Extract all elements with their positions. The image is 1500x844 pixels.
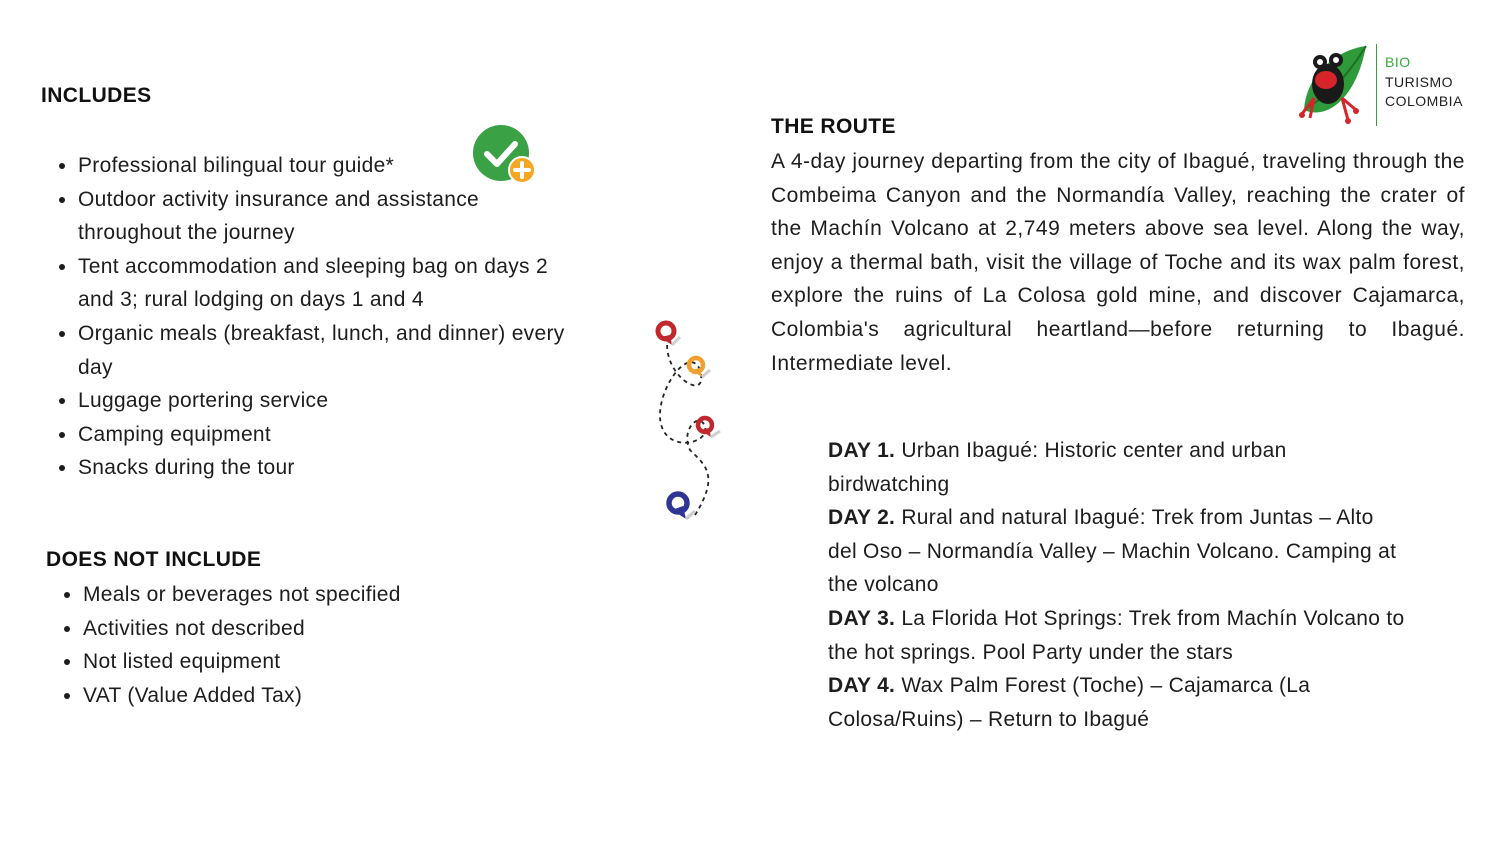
- day-label: DAY 4.: [828, 674, 896, 698]
- logo-divider: [1376, 44, 1377, 126]
- list-item: • Tent accommodation and sleeping bag on days 2 and 3; rural lodging on days 1 and 4: [78, 250, 548, 317]
- logo-line-turismo: TURISMO: [1385, 73, 1454, 90]
- day-item: [828, 501, 1408, 602]
- day-label: DAY 1.: [828, 439, 896, 462]
- excludes-list: [45, 578, 603, 712]
- pin-red-top: [658, 323, 680, 345]
- frog-logo-icon: [1296, 40, 1372, 128]
- list-item: • Outdoor activity insurance and assistance throughout the journey: [78, 183, 538, 250]
- brand-logo: [1296, 40, 1476, 130]
- list-item: • Organic meals (breakfast, lunch, and dinner) every day: [78, 317, 568, 384]
- route-heading: THE ROUTE: [771, 115, 896, 138]
- list-item: • Not listed equipment: [83, 645, 603, 679]
- day-label: DAY 3.: [828, 606, 896, 630]
- logo-wordmark: [1385, 53, 1463, 112]
- list-item: • Snacks during the tour: [78, 451, 638, 485]
- day-label: DAY 2.: [828, 506, 896, 530]
- logo-line-colombia: COLOMBIA: [1385, 93, 1463, 109]
- day-text: Rural and natural Ibagué: Trek from Juntas – Alto del Oso – Normandía Valley – Machin Volcano. Camping at the volcano: [828, 506, 1397, 597]
- excludes-heading: DOES NOT INCLUDE: [46, 548, 262, 571]
- list-item: • Meals or beverages not specified: [83, 578, 603, 612]
- list-item: • Professional bilingual tour guide*: [78, 149, 638, 183]
- itinerary: [828, 434, 1428, 736]
- list-item: • Camping equipment: [78, 418, 638, 452]
- route-pins-icon: [650, 315, 730, 535]
- route-description: A 4-day journey departing from the city of Ibagué, traveling through the Combeima Canyon and the Normandía Valley, reaching the crater of the Machín Volcano at 2,749 meters above sea level. Along the way, enjoy a thermal bath, visit the village of Toche and its wax palm forest, explore the ruins of La Colosa gold mine, and discover Cajamarca, Colombia's agricultural heartland—before returning to Ibagué. Intermediate level.: [771, 150, 1465, 375]
- day-text: Wax Palm Forest (Toche) – Cajamarca (La Colosa/Ruins) – Return to Ibagué: [828, 674, 1311, 731]
- day-item: [828, 434, 1368, 501]
- check-plus-icon: [472, 125, 538, 185]
- pin-blue: [669, 494, 695, 519]
- includes-heading: INCLUDES: [41, 84, 152, 107]
- list-item: • Activities not described: [83, 612, 603, 646]
- day-item: [828, 669, 1388, 736]
- day-text: Urban Ibagué: Historic center and urban birdwatching: [828, 439, 1287, 496]
- day-item: [828, 602, 1428, 669]
- list-item: • Luggage portering service: [78, 384, 638, 418]
- logo-line-bio: BIO: [1385, 54, 1411, 70]
- day-text: La Florida Hot Springs: Trek from Machín Volcano to the hot springs. Pool Party under the stars: [828, 606, 1405, 664]
- includes-list: [40, 149, 638, 485]
- pin-red-middle: [698, 418, 720, 437]
- list-item: • VAT (Value Added Tax): [83, 679, 603, 713]
